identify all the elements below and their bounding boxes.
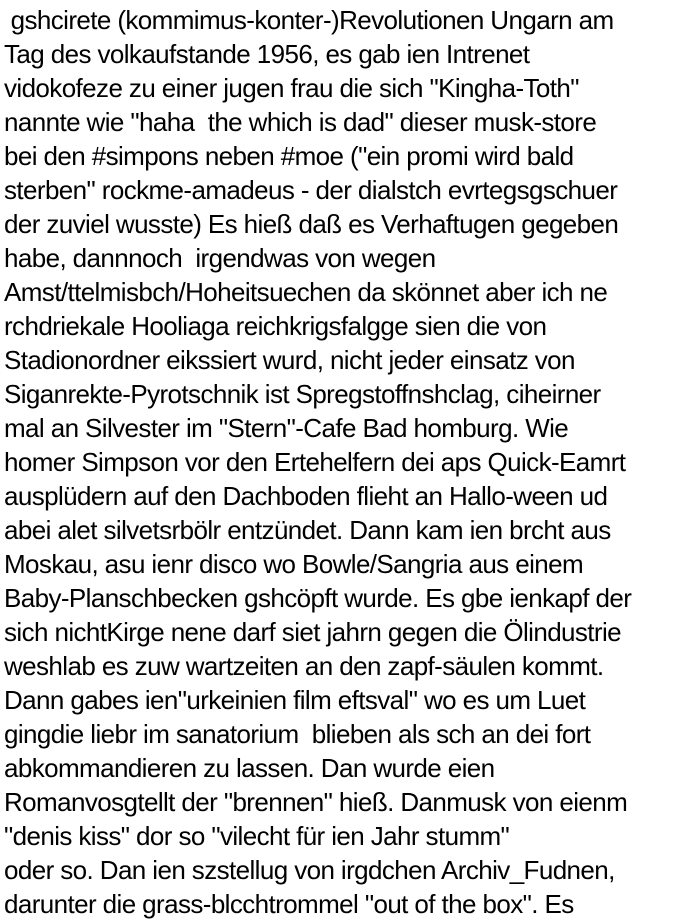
text-line: Amst/ttelmisbch/Hoheitsuechen da skönnet aber ich ne [4, 277, 608, 307]
text-line: Tag des volkaufstande 1956, es gab ien Intrenet [4, 39, 530, 69]
text-line: sich nichtKirge nene darf siet jahrn gegen die Ölindustrie [4, 617, 622, 647]
text-line: vidokofeze zu einer jugen frau die sich "Kingha-Toth" [4, 73, 579, 103]
text-line: der zuviel wusste) Es hieß daß es Verhaftugen gegeben [4, 209, 619, 239]
text-line: "denis kiss" dor so "vilecht für ien Jahr stumm" [4, 821, 510, 851]
text-line: rchdriekale Hooliaga reichkrigsfalgge sien die von [4, 311, 547, 341]
text-line: abei alet silvetsrbölr entzündet. Dann kam ien brcht aus [4, 515, 611, 545]
text-line: darunter die grass-blcchtrommel "out of the box". Es [4, 889, 574, 919]
text-line: Baby-Planschbecken gshcöpft wurde. Es gbe ienkapf der [4, 583, 632, 613]
text-line: abkommandieren zu lassen. Dan wurde eien [4, 753, 495, 783]
text-line: weshlab es zuw wartzeiten an den zapf-säulen kommt. [4, 651, 604, 681]
text-line: ausplüdern auf den Dachboden flieht an Hallo-ween ud [4, 481, 608, 511]
text-line: Dann gabes ien"urkeinien film eftsval" wo es um Luet [4, 685, 586, 715]
text-line: Siganrekte-Pyrotschnik ist Spregstoffnshclag, ciheirner [4, 379, 601, 409]
text-line: mal an Silvester im "Stern"-Cafe Bad homburg. Wie [4, 413, 569, 443]
text-line: homer Simpson vor den Ertehelfern dei aps Quick-Eamrt [4, 447, 626, 477]
text-line: gshcirete (kommimus-konter-)Revolutionen Ungarn am [4, 5, 614, 35]
text-line: sterben" rockme-amadeus - der dialstch evrtegsgschuer [4, 175, 618, 205]
text-line: Romanvosgtellt der "brennen" hieß. Danmusk von eienm [4, 787, 628, 817]
text-line: bei den #simpons neben #moe ("ein promi wird bald [4, 141, 574, 171]
text-line: Moskau, asu ienr disco wo Bowle/Sangria aus einem [4, 549, 584, 579]
text-line: gingdie liebr im sanatorium blieben als sch an dei fort [4, 719, 591, 749]
text-line: nannte wie "haha the which is dad" dieser musk-store [4, 107, 597, 137]
document-text [4, 3, 682, 920]
text-line: habe, dannnoch irgendwas von wegen [4, 243, 436, 273]
text-line: oder so. Dan ien szstellug von irgdchen Archiv_Fudnen, [4, 855, 615, 885]
text-line: Stadionordner eikssiert wurd, nicht jeder einsatz von [4, 345, 575, 375]
